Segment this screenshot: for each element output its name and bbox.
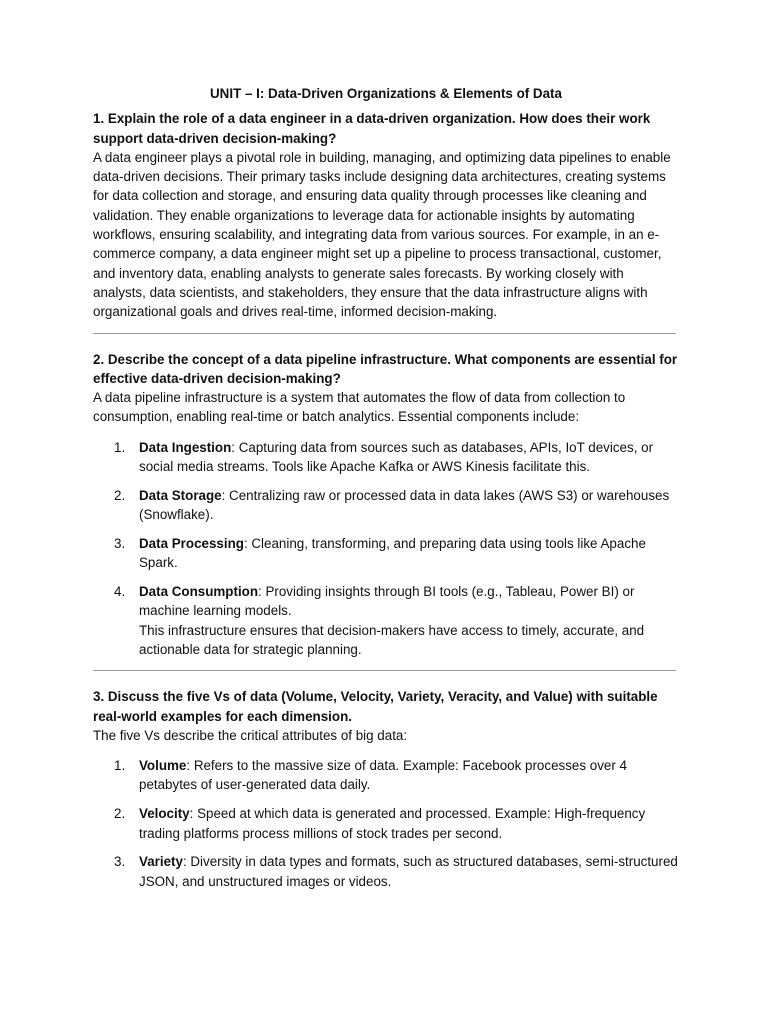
list-number: 3. [114, 535, 126, 551]
question-3: 3. Discuss the five Vs of data (Volume, Velocity, Variety, Veracity, and Value) with suitable real-world examples for each dimension. [93, 689, 658, 724]
list-text: : Capturing data from sources such as databases, APIs, IoT devices, or social media streams. Tools like Apache Kafka or AWS Kinesis facilitate this. [139, 439, 654, 475]
list-item-extra: This infrastructure ensures that decision-makers have access to timely, accurate, and actionable data for strategic planning. [139, 622, 645, 657]
list-item [93, 582, 679, 659]
list-text: : Centralizing raw or processed data in data lakes (AWS S3) or warehouses (Snowflake). [139, 487, 670, 523]
document-title: UNIT – I: Data-Driven Organizations & Elements of Data [210, 86, 562, 101]
list-number: 4. [114, 584, 126, 600]
list-term: Variety [139, 854, 183, 870]
list-term: Data Consumption [139, 584, 259, 600]
five-vs-list [93, 756, 679, 891]
list-text: : Refers to the massive size of data. Example: Facebook processes over 4 petabytes of user-generated data daily. [139, 758, 627, 793]
list-item [93, 756, 679, 795]
list-number: 1. [114, 758, 126, 774]
list-number: 2. [114, 487, 126, 503]
section-divider [93, 333, 676, 334]
document-page [93, 84, 679, 891]
list-number: 2. [114, 806, 126, 822]
answer-3: The five Vs describe the critical attributes of big data: [93, 727, 408, 743]
list-item [93, 438, 679, 477]
question-1: 1. Explain the role of a data engineer in a data-driven organization. How does their work support data-driven decision-making? [93, 111, 651, 146]
list-text: : Diversity in data types and formats, such as structured databases, semi-structured JSON, and unstructured images or videos. [139, 854, 678, 889]
answer-2: A data pipeline infrastructure is a system that automates the flow of data from collection to consumption, enabling real-time or batch analytics. Essential components include: [93, 390, 626, 425]
list-term: Velocity [139, 806, 190, 822]
section-2 [93, 350, 679, 660]
list-text: : Providing insights through BI tools (e.g., Tableau, Power BI) or machine learning models. [139, 584, 635, 619]
answer-1: A data engineer plays a pivotal role in building, managing, and optimizing data pipelines to enable data-driven decisions. Their primary tasks include designing data architectures, creating systems for data collection and storage, and ensuring data quality through processes like cleaning and validation. They enable organizations to leverage data for actionable insights by automating workflows, ensuring scalability, and integrating data from various sources. For example, in an e-commerce company, a data engineer might set up a pipeline to process transactional, customer, and inventory data, enabling analysts to generate sales forecasts. By working closely with analysts, data scientists, and stakeholders, they ensure that the data infrastructure aligns with organizational goals and drives real-time, informed decision-making. [93, 149, 671, 320]
list-item [93, 534, 679, 573]
list-text: : Cleaning, transforming, and preparing data using tools like Apache Spark. [139, 535, 646, 571]
section-1 [93, 109, 679, 321]
question-2: 2. Describe the concept of a data pipeline infrastructure. What components are essential for effective data-driven decision-making? [93, 351, 678, 386]
list-item [93, 804, 679, 843]
list-text: : Speed at which data is generated and processed. Example: High-frequency trading platforms process millions of stock trades per second. [139, 806, 646, 841]
section-divider [93, 670, 676, 671]
section-3 [93, 687, 679, 891]
list-number: 1. [114, 439, 126, 455]
list-item [93, 486, 679, 525]
list-item [93, 852, 679, 891]
list-term: Data Ingestion [139, 439, 232, 455]
list-term: Volume [139, 758, 187, 774]
list-term: Data Storage [139, 487, 222, 503]
list-number: 3. [114, 854, 126, 870]
component-list [93, 438, 679, 659]
list-term: Data Processing [139, 535, 244, 551]
